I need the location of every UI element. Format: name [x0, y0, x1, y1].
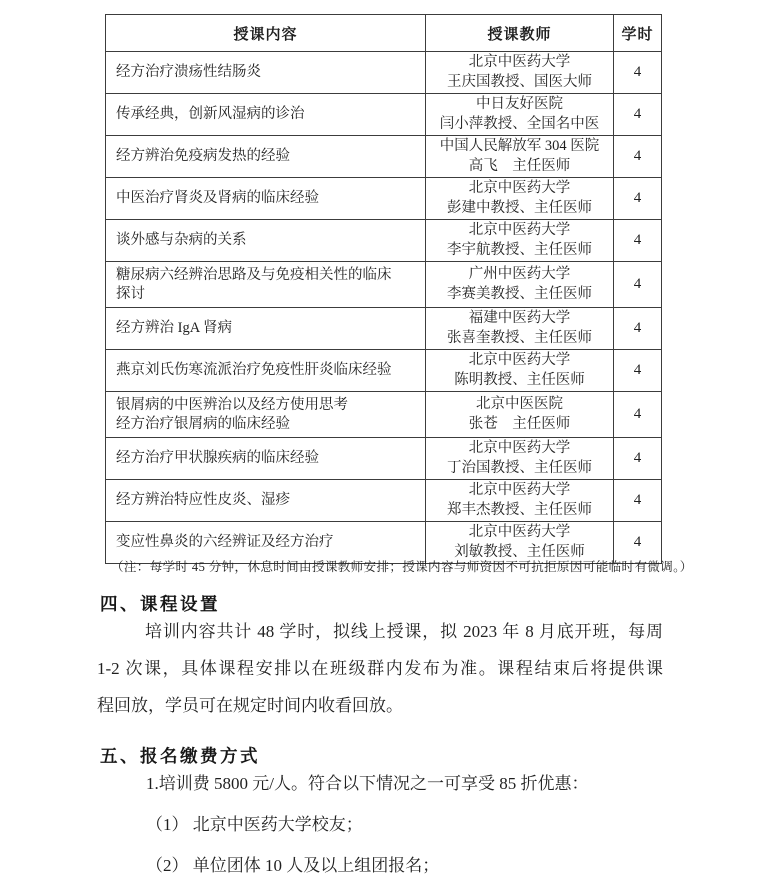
course-hours: 4: [614, 178, 662, 220]
course-content: 银屑病的中医辨治以及经方使用思考 经方治疗银屑病的临床经验: [106, 392, 426, 438]
header-course-hours: 学时: [614, 15, 662, 52]
table-row: [106, 308, 662, 350]
section4-paragraph: [97, 613, 663, 724]
course-teacher: 北京中医药大学 彭建中教授、主任医师: [426, 178, 614, 220]
course-content: 变应性鼻炎的六经辨证及经方治疗: [106, 522, 426, 564]
course-table: [105, 14, 662, 564]
course-hours: 4: [614, 262, 662, 308]
course-hours: 4: [614, 522, 662, 564]
course-content: 燕京刘氏伤寒流派治疗免疫性肝炎临床经验: [106, 350, 426, 392]
section4-heading: 四、课程设置: [100, 594, 220, 614]
course-content: 传承经典，创新风湿病的诊治: [106, 94, 426, 136]
table-note: （注：每学时 45 分钟，休息时间由授课教师安排；授课内容与师资因不可抗拒原因可能临时有微调。）: [111, 560, 693, 574]
table-row: [106, 52, 662, 94]
header-course-teacher: 授课教师: [426, 15, 614, 52]
course-teacher: 北京中医药大学 丁治国教授、主任医师: [426, 438, 614, 480]
course-content: 糖尿病六经辨治思路及与免疫相关性的临床 探讨: [106, 262, 426, 308]
section5-list: [146, 763, 686, 886]
table-row: [106, 220, 662, 262]
course-hours: 4: [614, 220, 662, 262]
table-row: [106, 392, 662, 438]
course-hours: 4: [614, 350, 662, 392]
course-hours: 4: [614, 480, 662, 522]
course-hours: 4: [614, 136, 662, 178]
table-row: [106, 94, 662, 136]
course-teacher: 北京中医药大学 王庆国教授、国医大师: [426, 52, 614, 94]
table-row: [106, 178, 662, 220]
course-content: 经方治疗甲状腺疾病的临床经验: [106, 438, 426, 480]
paragraph-line: 培训内容共计 48 学时，拟线上授课，拟 2023 年 8 月底开班，每周: [145, 622, 663, 641]
table-row: [106, 438, 662, 480]
course-teacher: 福建中医药大学 张喜奎教授、主任医师: [426, 308, 614, 350]
course-teacher: 中日友好医院 闫小萍教授、全国名中医: [426, 94, 614, 136]
course-teacher: 中国人民解放军 304 医院 高飞 主任医师: [426, 136, 614, 178]
section5-heading: 五、报名缴费方式: [100, 746, 260, 766]
course-teacher: 北京中医药大学 陈明教授、主任医师: [426, 350, 614, 392]
course-hours: 4: [614, 94, 662, 136]
table-row: [106, 262, 662, 308]
course-content: 经方辨治特应性皮炎、湿疹: [106, 480, 426, 522]
course-teacher: 北京中医药大学 李宇航教授、主任医师: [426, 220, 614, 262]
course-content: 经方治疗溃疡性结肠炎: [106, 52, 426, 94]
course-content: 谈外感与杂病的关系: [106, 220, 426, 262]
course-hours: 4: [614, 392, 662, 438]
course-hours: 4: [614, 438, 662, 480]
course-teacher: 北京中医医院 张苍 主任医师: [426, 392, 614, 438]
table-row: [106, 350, 662, 392]
header-course-content: 授课内容: [106, 15, 426, 52]
paragraph-line: 1-2 次课，具体课程安排以在班级群内发布为准。课程结束后将提供课: [97, 659, 663, 678]
course-teacher: 北京中医药大学 刘敏教授、主任医师: [426, 522, 614, 564]
course-content: 经方辨治 IgA 肾病: [106, 308, 426, 350]
table-row: [106, 136, 662, 178]
course-content: 经方辨治免疫病发热的经验: [106, 136, 426, 178]
table-row: [106, 480, 662, 522]
course-hours: 4: [614, 52, 662, 94]
table-header-row: [106, 15, 662, 52]
course-content: 中医治疗肾炎及肾病的临床经验: [106, 178, 426, 220]
fee-line: 1.培训费 5800 元/人。符合以下情况之一可享受 85 折优惠：: [146, 774, 589, 793]
course-hours: 4: [614, 308, 662, 350]
course-teacher: 广州中医药大学 李赛美教授、主任医师: [426, 262, 614, 308]
course-teacher: 北京中医药大学 郑丰杰教授、主任医师: [426, 480, 614, 522]
discount-item-1: （1） 北京中医药大学校友；: [146, 815, 363, 834]
paragraph-line: 程回放，学员可在规定时间内收看回放。: [97, 696, 403, 715]
discount-item-2: （2） 单位团体 10 人及以上组团报名；: [146, 856, 440, 875]
